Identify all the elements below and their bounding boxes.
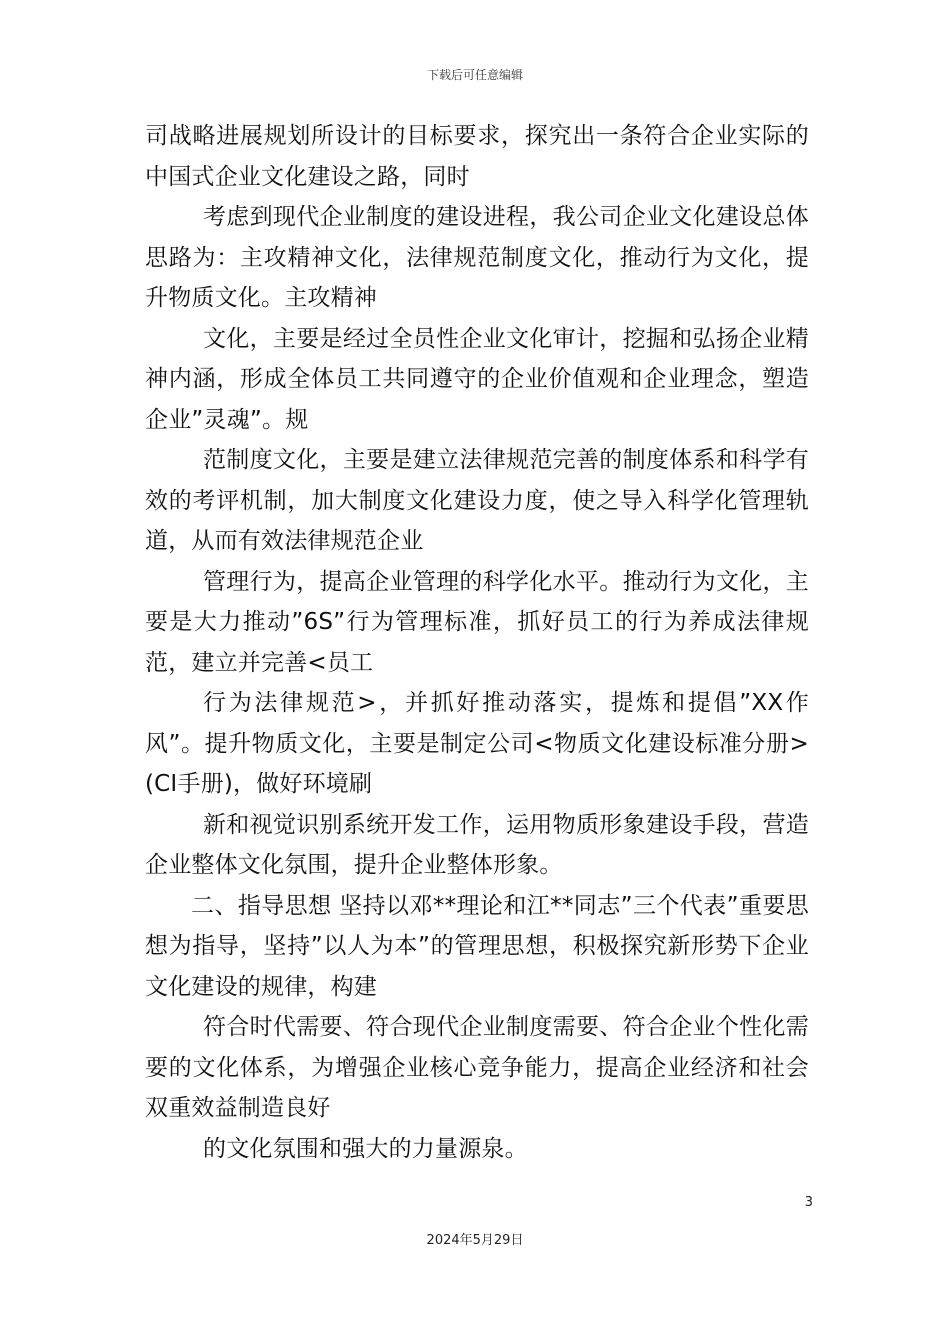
page-footer-date: 2024年5月29日 — [426, 1233, 524, 1248]
paragraph-6: 行为法律规范>，并抓好推动落实，提炼和提倡”XX作风”。提升物质文化，主要是制定公司<物质文化建设标准分册>(CI手册)，做好环境刷 — [145, 690, 809, 797]
section-heading-paragraph: 二、指导思想 坚持以邓**理论和江**同志”三个代表”重要思想为指导，坚持”以人为本”的管理思想，积极探究新形势下企业文化建设的规律，构建 — [145, 892, 809, 1000]
paragraph-3: 文化，主要是经过全员性企业文化审计，挖掘和弘扬企业精神内涵，形成全体员工共同遵守的企业价值观和企业理念，塑造企业”灵魂”。规 — [145, 325, 809, 433]
paragraph-7: 新和视觉识别系统开发工作，运用物质形象建设手段，营造企业整体文化氛围，提升企业整体形象。 — [145, 811, 809, 878]
paragraph-5: 管理行为，提高企业管理的科学化水平。推动行为文化，主要是大力推动”6S”行为管理标准，抓好员工的行为养成法律规范，建立并完善<员工 — [145, 568, 809, 676]
paragraph-10: 的文化氛围和强大的力量源泉。 — [203, 1135, 528, 1162]
page-header: 下载后可任意编辑 — [426, 68, 523, 82]
paragraph-2: 考虑到现代企业制度的建设进程，我公司企业文化建设总体思路为：主攻精神文化，法律规范制度文化，推动行为文化，提升物质文化。主攻精神 — [145, 204, 809, 311]
paragraph-9: 符合时代需要、符合现代企业制度需要、符合企业个性化需要的文化体系，为增强企业核心竞争能力，提高企业经济和社会双重效益制造良好 — [145, 1014, 809, 1121]
paragraph-1: 司战略进展规划所设计的目标要求，探究出一条符合企业实际的中国式企业文化建设之路，同时 — [145, 123, 809, 190]
page-number: 3 — [804, 1195, 813, 1210]
document-body — [145, 116, 809, 1169]
paragraph-4: 范制度文化，主要是建立法律规范完善的制度体系和科学有效的考评机制，加大制度文化建设力度，使之导入科学化管理轨道，从而有效法律规范企业 — [145, 447, 809, 554]
